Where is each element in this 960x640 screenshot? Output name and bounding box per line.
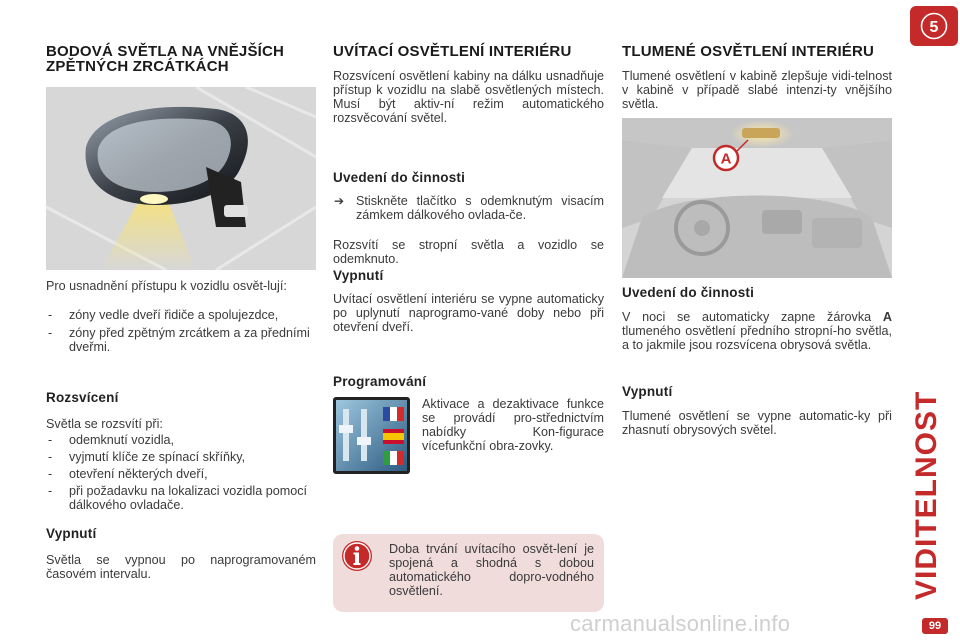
mirror-light-illustration [46, 87, 316, 270]
heading-deactivation: Vypnutí [622, 384, 673, 399]
arrow-right-icon: ➔ [334, 194, 345, 208]
heading-activation: Uvedení do činnosti [622, 285, 755, 300]
activation-text: Světla se rozsvítí při: [46, 417, 163, 431]
heading-activation: Rozsvícení [46, 390, 119, 405]
deactivation-text: Světla se vypnou po naprogramovaném časovém intervalu. [46, 553, 316, 581]
welcome-intro-text: Rozsvícení osvětlení kabiny na dálku usnadňuje přístup k vozidlu na slabě osvětlených místech. Musí být aktiv-ní režim automatického rozsvěcování světel. [333, 69, 604, 125]
info-icon [340, 539, 374, 573]
info-note-box [333, 534, 604, 612]
list-item: - odemknutí vozidla, [48, 433, 175, 447]
section-title-mood-lighting: TLUMENÉ OSVĚTLENÍ INTERIÉRU [622, 43, 875, 60]
interior-illustration [622, 118, 892, 278]
heading-activation: Uvedení do činnosti [333, 170, 466, 185]
list-item: - otevření některých dveří, [48, 467, 208, 481]
activation-list [46, 433, 316, 512]
chapter-number-badge [910, 6, 958, 46]
heading-deactivation: Vypnutí [46, 526, 97, 541]
activation-text: V noci se automaticky zapne žárovka A tlumeného osvětlení předního stropní-ho světla, a to jakmile jsou rozsvícena obrysová světla. [622, 310, 892, 352]
section-title-welcome-lighting: UVÍTACÍ OSVĚTLENÍ INTERIÉRU [333, 43, 572, 60]
list-item: - zóny vedle dveří řidiče a spolujezdce, [48, 308, 279, 322]
activation-step: ➔ Stiskněte tlačítko s odemknutým visacím zámkem dálkového ovlada-če. [334, 194, 604, 222]
programming-text: Aktivace a dezaktivace funkce se provádí pro-střednictvím nabídky Kon-figurace vícefunkční obra-zovky. [422, 397, 604, 453]
watermark: carmanualsonline.info [570, 611, 791, 636]
callout-label-a: A [720, 150, 732, 168]
list-item: - zóny před zpětným zrcátkem a za předními dveřmi. [48, 326, 310, 354]
chapter-title-vertical: VIDITELNOST [910, 390, 943, 600]
mirror-intro-list [46, 308, 316, 354]
page-number: 99 [922, 618, 948, 634]
list-item: - při požadavku na lokalizaci vozidla pomocí dálkového ovladače. [48, 484, 308, 512]
chapter-number: 5 [929, 19, 939, 36]
config-screen-thumbnail [333, 397, 410, 474]
info-note-text: Doba trvání uvítacího osvět-lení je spojená a shodná s dobou automatického dopro-vodného osvětlení. [389, 542, 594, 598]
activation-result-text: Rozsvítí se stropní světla a vozidlo se odemknuto. [333, 238, 604, 266]
heading-deactivation: Vypnutí [333, 268, 384, 283]
deactivation-text: Tlumené osvětlení se vypne automatic-ky při zhasnutí obrysových světel. [622, 409, 892, 437]
heading-programming: Programování [333, 374, 427, 389]
mood-intro-text: Tlumené osvětlení v kabině zlepšuje vidi-telnost v kabině v případě slabé intenzi-ty vnějšího světla. [622, 69, 892, 111]
list-item: - vyjmutí klíče ze spínací skříňky, [48, 450, 246, 464]
deactivation-text: Uvítací osvětlení interiéru se vypne automaticky po uplynutí naprogramo-vané doby nebo při otevření dveří. [333, 292, 604, 334]
section-title-mirror-lights: BODOVÁ SVĚTLA NA VNĚJŠÍCH ZPĚTNÝCH ZRCÁTKÁCH [46, 43, 285, 75]
mirror-intro-text: Pro usnadnění přístupu k vozidlu osvět-lují: [46, 279, 287, 293]
